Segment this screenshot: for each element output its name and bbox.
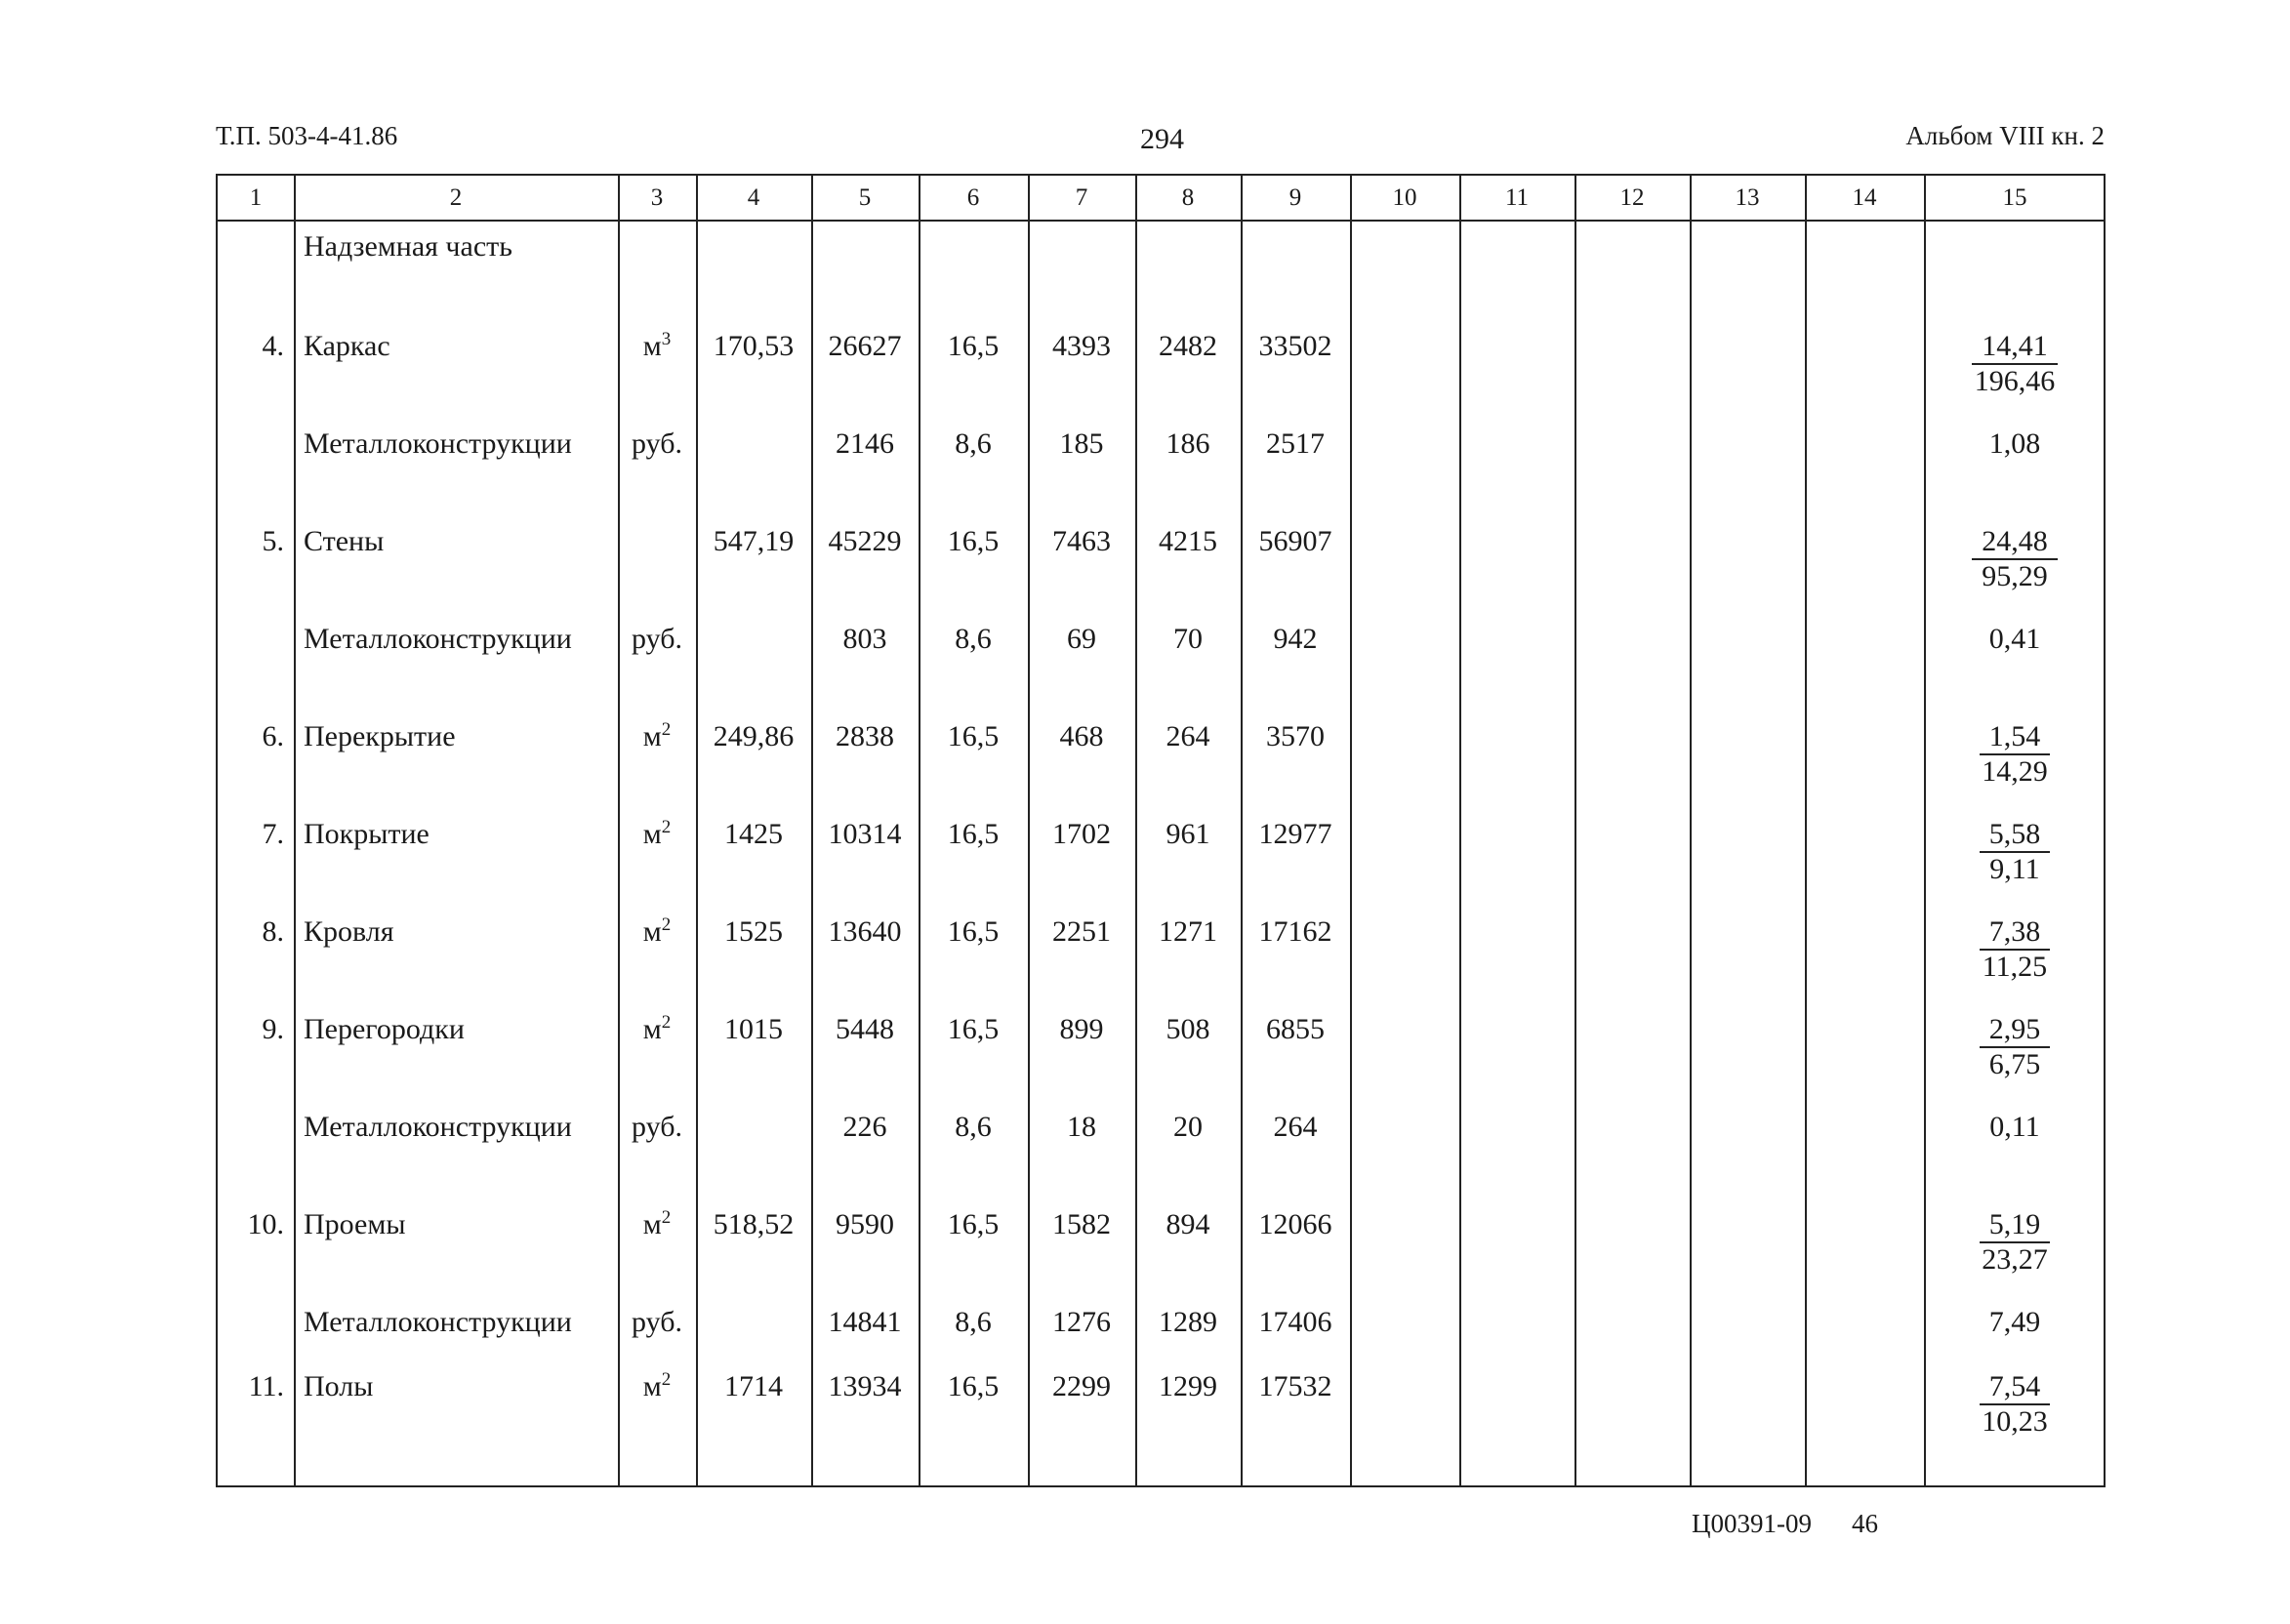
unit-text: руб. (632, 623, 682, 655)
row-name: Проемы (304, 1208, 406, 1240)
ratio-denominator: 14,29 (1982, 755, 2048, 788)
page-number: 294 (1140, 123, 1184, 155)
unit-exponent: 2 (661, 817, 672, 837)
unit-text: м (642, 330, 662, 362)
row-name: Металлоконструкции (304, 1111, 572, 1143)
ratio-numerator: 7,54 (1980, 1370, 2051, 1405)
cell-col8: 1299 (1159, 1370, 1217, 1402)
cell-col7: 4393 (1052, 330, 1111, 362)
cell-col9: 56907 (1258, 525, 1332, 557)
cell-col9: 17532 (1258, 1370, 1332, 1402)
row-unit (618, 427, 696, 461)
unit-text: руб. (632, 1111, 682, 1143)
cell-col6: 8,6 (955, 1306, 992, 1338)
cell-col5: 803 (842, 623, 887, 655)
unit-text: м (642, 1208, 662, 1240)
cell-col9: 12066 (1258, 1208, 1332, 1240)
cell-col8: 1271 (1159, 915, 1217, 948)
cell-col8: 894 (1165, 1208, 1210, 1240)
ratio-cell (1924, 1208, 2106, 1277)
column-header-5: 5 (858, 184, 872, 211)
ratio-cell (1924, 330, 2106, 398)
ratio-cell (1924, 1013, 2106, 1081)
cell-col7: 1702 (1052, 818, 1111, 850)
column-header-11: 11 (1504, 184, 1530, 211)
row-unit (618, 1306, 696, 1339)
ratio-cell (1924, 720, 2106, 789)
cell-col6: 16,5 (947, 1370, 1000, 1402)
ratio-numerator: 7,38 (1980, 915, 2051, 951)
row-number: 5. (262, 525, 284, 557)
cell-col6: 8,6 (955, 623, 992, 655)
cell-col6: 16,5 (947, 525, 1000, 557)
row-unit (618, 818, 696, 851)
ratio-denominator: 196,46 (1974, 365, 2056, 397)
cell-col4: 1714 (724, 1370, 783, 1402)
unit-text: руб. (632, 427, 682, 460)
unit-text: м (642, 720, 662, 752)
row-unit (618, 1111, 696, 1144)
row-name: Каркас (304, 330, 390, 362)
row-name: Металлоконструкции (304, 623, 572, 655)
cell-col15: 0,41 (1988, 623, 2041, 655)
cell-col6: 16,5 (947, 915, 1000, 948)
cell-col9: 3570 (1266, 720, 1325, 752)
ratio-denominator: 95,29 (1982, 560, 2048, 592)
column-header-row (218, 176, 2104, 222)
cell-col7: 2299 (1052, 1370, 1111, 1402)
cell-col8: 264 (1165, 720, 1210, 752)
cell-col8: 20 (1173, 1111, 1203, 1143)
cell-col4: 1015 (724, 1013, 783, 1045)
cell-col7: 1276 (1052, 1306, 1111, 1338)
cell-col4: 1525 (724, 915, 783, 948)
cell-col4: 547,19 (713, 525, 795, 557)
cell-col8: 70 (1173, 623, 1203, 655)
cell-col9: 942 (1273, 623, 1318, 655)
footer-sheet: 46 (1852, 1509, 1878, 1538)
cell-col8: 4215 (1159, 525, 1217, 557)
unit-exponent: 2 (661, 914, 672, 935)
cell-col5: 26627 (828, 330, 902, 362)
cell-col9: 2517 (1266, 427, 1325, 460)
cell-col7: 2251 (1052, 915, 1111, 948)
column-header-10: 10 (1392, 184, 1417, 211)
ratio-numerator: 1,54 (1980, 720, 2051, 755)
row-name: Металлоконструкции (304, 427, 572, 460)
cell-col8: 961 (1165, 818, 1210, 850)
ratio-denominator: 10,23 (1982, 1405, 2048, 1438)
cost-table (216, 174, 2106, 1487)
column-header-14: 14 (1852, 184, 1877, 211)
cell-col8: 2482 (1159, 330, 1217, 362)
cell-col9: 17406 (1258, 1306, 1332, 1338)
cell-col8: 508 (1165, 1013, 1210, 1045)
column-header-1: 1 (249, 184, 263, 211)
column-header-8: 8 (1181, 184, 1195, 211)
row-unit (618, 915, 696, 949)
ratio-denominator: 23,27 (1982, 1243, 2048, 1276)
row-unit (618, 623, 696, 656)
column-divider (1690, 176, 1692, 1485)
column-divider (1350, 176, 1352, 1485)
cell-col7: 69 (1067, 623, 1096, 655)
ratio-cell (1924, 525, 2106, 593)
cell-col5: 14841 (828, 1306, 902, 1338)
row-name: Покрытие (304, 818, 429, 850)
ratio-numerator: 5,19 (1980, 1208, 2051, 1243)
ratio-numerator: 24,48 (1972, 525, 2058, 560)
cell-col8: 186 (1165, 427, 1210, 460)
row-name: Кровля (304, 915, 394, 948)
unit-text: руб. (632, 1306, 682, 1338)
unit-text: м (642, 1013, 662, 1045)
section-title: Надземная часть (304, 230, 512, 263)
cell-col5: 9590 (836, 1208, 894, 1240)
cell-col5: 10314 (828, 818, 902, 850)
cell-col5: 45229 (828, 525, 902, 557)
column-divider (1574, 176, 1576, 1485)
row-number: 11. (248, 1370, 284, 1402)
cell-col15: 7,49 (1988, 1306, 2041, 1338)
cell-col15: 0,11 (1989, 1111, 2040, 1143)
cell-col15: 1,08 (1988, 427, 2041, 460)
cell-col5: 5448 (836, 1013, 894, 1045)
unit-text: м (642, 1370, 662, 1402)
row-number: 4. (262, 330, 284, 362)
cell-col8: 1289 (1159, 1306, 1217, 1338)
column-header-4: 4 (747, 184, 760, 211)
cell-col4: 170,53 (713, 330, 795, 362)
cell-col5: 13934 (828, 1370, 902, 1402)
ratio-cell (1924, 915, 2106, 984)
row-number: 10. (247, 1208, 284, 1240)
row-name: Перекрытие (304, 720, 456, 752)
unit-exponent: 2 (661, 1369, 672, 1390)
unit-exponent: 2 (661, 1012, 672, 1033)
cell-col7: 185 (1059, 427, 1104, 460)
unit-text: м (642, 915, 662, 948)
cell-col6: 8,6 (955, 427, 992, 460)
column-header-12: 12 (1619, 184, 1645, 211)
doc-code: Т.П. 503-4-41.86 (216, 121, 398, 150)
row-number: 8. (262, 915, 284, 948)
unit-exponent: 2 (661, 719, 672, 740)
cell-col9: 12977 (1258, 818, 1332, 850)
row-name: Металлоконструкции (304, 1306, 572, 1338)
row-name: Перегородки (304, 1013, 465, 1045)
row-unit (618, 720, 696, 753)
column-header-7: 7 (1075, 184, 1088, 211)
cell-col4: 249,86 (713, 720, 795, 752)
row-unit (618, 1013, 696, 1046)
cell-col7: 7463 (1052, 525, 1111, 557)
album-label: Альбом VIII кн. 2 (1905, 121, 2105, 150)
row-name: Полы (304, 1370, 374, 1402)
unit-exponent: 3 (661, 329, 672, 349)
row-number: 9. (262, 1013, 284, 1045)
row-number: 6. (262, 720, 284, 752)
cell-col7: 899 (1059, 1013, 1104, 1045)
cell-col4: 1425 (724, 818, 783, 850)
column-divider (1459, 176, 1461, 1485)
ratio-denominator: 11,25 (1982, 951, 2048, 983)
ratio-numerator: 14,41 (1972, 330, 2058, 365)
cell-col9: 264 (1273, 1111, 1318, 1143)
ratio-cell (1924, 818, 2106, 886)
column-header-9: 9 (1288, 184, 1302, 211)
cell-col4: 518,52 (713, 1208, 795, 1240)
row-unit (618, 1370, 696, 1403)
cell-col9: 33502 (1258, 330, 1332, 362)
cell-col5: 2838 (836, 720, 894, 752)
cell-col6: 16,5 (947, 330, 1000, 362)
cell-col6: 16,5 (947, 1208, 1000, 1240)
ratio-denominator: 6,75 (1988, 1048, 2041, 1080)
cell-col9: 17162 (1258, 915, 1332, 948)
ratio-denominator: 9,11 (1989, 853, 2040, 885)
cell-col7: 1582 (1052, 1208, 1111, 1240)
row-unit (618, 330, 696, 363)
column-header-2: 2 (449, 184, 463, 211)
unit-exponent: 2 (661, 1207, 672, 1228)
cell-col6: 16,5 (947, 818, 1000, 850)
cell-col5: 13640 (828, 915, 902, 948)
cell-col5: 226 (842, 1111, 887, 1143)
cell-col9: 6855 (1266, 1013, 1325, 1045)
column-header-6: 6 (966, 184, 980, 211)
column-divider (294, 176, 296, 1485)
ratio-numerator: 2,95 (1980, 1013, 2051, 1048)
row-name: Стены (304, 525, 385, 557)
row-unit (618, 1208, 696, 1241)
footer-code: Ц00391-09 (1692, 1509, 1812, 1538)
column-header-13: 13 (1735, 184, 1760, 211)
cell-col6: 16,5 (947, 1013, 1000, 1045)
cell-col6: 8,6 (955, 1111, 992, 1143)
ratio-cell (1924, 1370, 2106, 1439)
cell-col7: 468 (1059, 720, 1104, 752)
unit-text: м (642, 818, 662, 850)
cell-col6: 16,5 (947, 720, 1000, 752)
ratio-numerator: 5,58 (1980, 818, 2051, 853)
column-header-15: 15 (2002, 184, 2027, 211)
row-number: 7. (262, 818, 284, 850)
cell-col7: 18 (1067, 1111, 1096, 1143)
column-header-3: 3 (650, 184, 664, 211)
column-divider (1805, 176, 1807, 1485)
cell-col5: 2146 (836, 427, 894, 460)
